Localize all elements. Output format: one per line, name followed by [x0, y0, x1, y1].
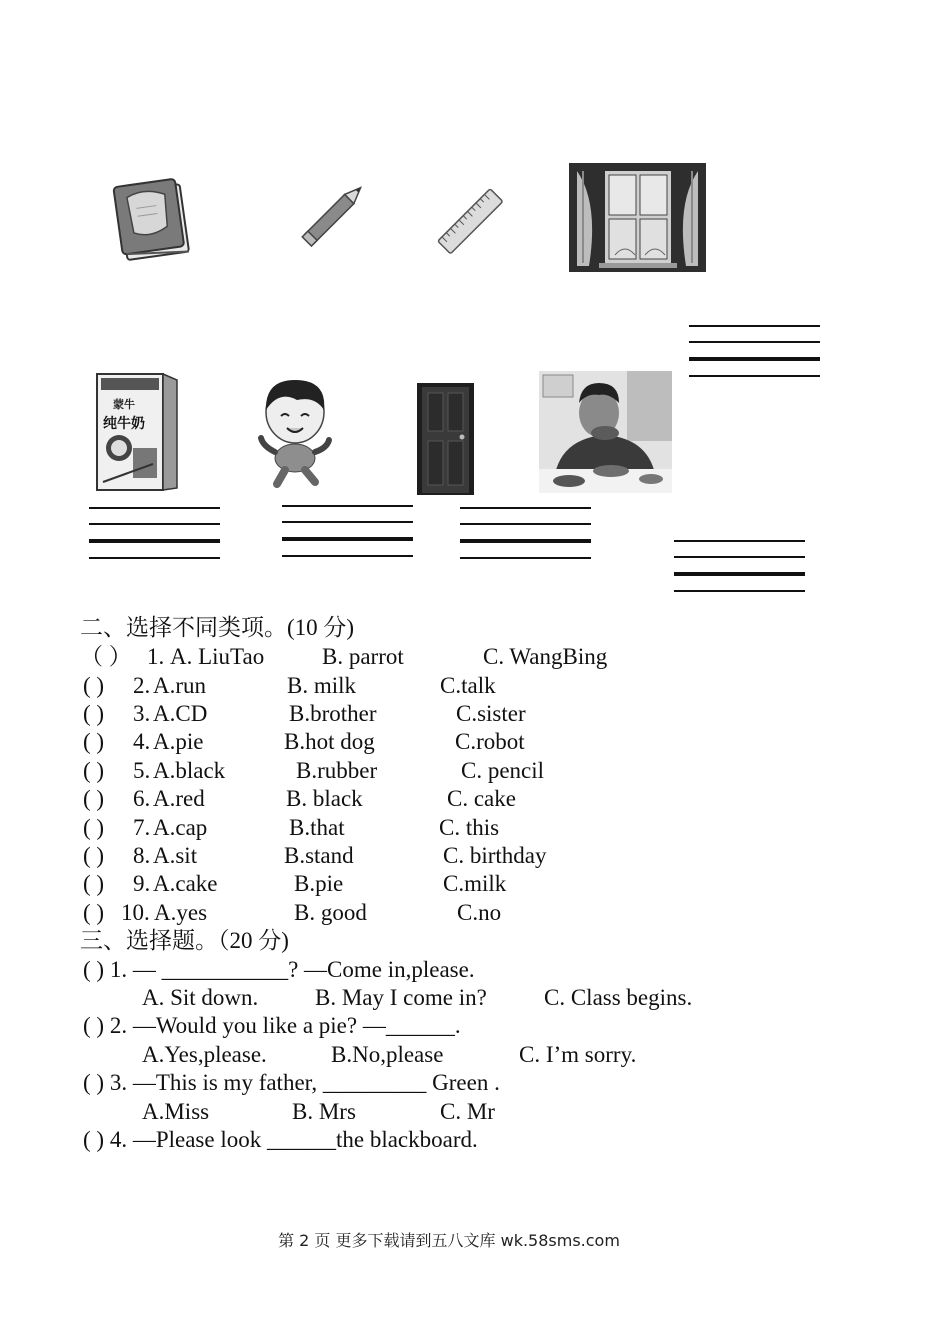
- answer-paren[interactable]: ( ): [83, 815, 105, 840]
- question-number: 2.: [133, 673, 151, 698]
- option-a: A. LiuTao: [170, 644, 265, 669]
- option-c: C. pencil: [461, 758, 545, 783]
- option-c[interactable]: C. I’m sorry.: [519, 1042, 637, 1067]
- answer-paren[interactable]: ( ): [83, 900, 105, 925]
- option-b[interactable]: B. May I come in?: [315, 985, 487, 1010]
- pencil-picture: [292, 182, 362, 267]
- option-a: A.black: [153, 758, 226, 783]
- ruler-picture: [436, 186, 506, 263]
- section3-title: 三、选择题。（20 分): [80, 928, 289, 953]
- writing-lines-5[interactable]: [674, 540, 805, 592]
- answer-paren[interactable]: ( ): [83, 871, 105, 896]
- milk-brand-text: 蒙牛: [113, 398, 135, 411]
- answer-paren[interactable]: ( ): [83, 758, 105, 783]
- option-c[interactable]: C. Class begins.: [544, 985, 693, 1010]
- question-number: 10.: [121, 900, 150, 925]
- writing-lines-1[interactable]: [689, 325, 820, 377]
- option-a[interactable]: A. Sit down.: [142, 985, 259, 1010]
- option-c: C.milk: [443, 871, 507, 896]
- milk-product-text: 纯牛奶: [103, 416, 145, 432]
- page-footer: 第 2 页 更多下载请到五八文库 wk.58sms.com: [278, 1231, 620, 1250]
- man-eating-picture: [539, 371, 672, 498]
- answer-paren[interactable]: ( ): [83, 786, 105, 811]
- option-a: A.sit: [153, 843, 198, 868]
- question-number: 9.: [133, 871, 151, 896]
- door-picture: [417, 383, 474, 500]
- option-c: C. this: [439, 815, 500, 840]
- option-a: A.red: [153, 786, 205, 811]
- option-b: B.rubber: [296, 758, 378, 783]
- option-a[interactable]: A.Yes,please.: [142, 1042, 267, 1067]
- answer-paren[interactable]: （ ）: [80, 644, 132, 669]
- option-b: B.hot dog: [284, 729, 375, 754]
- option-b: B. good: [294, 900, 367, 925]
- option-b: B.that: [289, 815, 345, 840]
- milk-box-picture: [93, 370, 205, 500]
- answer-paren[interactable]: ( ): [83, 673, 105, 698]
- option-b[interactable]: B.No,please: [331, 1042, 444, 1067]
- option-a: A.cake: [153, 871, 218, 896]
- option-a[interactable]: A.Miss: [142, 1099, 210, 1124]
- option-c: C. WangBing: [483, 644, 608, 669]
- question-number: 8.: [133, 843, 151, 868]
- option-b: B.pie: [294, 871, 344, 896]
- option-b: B.stand: [284, 843, 354, 868]
- book-picture: [108, 172, 200, 269]
- answer-paren[interactable]: ( ): [83, 843, 105, 868]
- option-b: B. parrot: [322, 644, 404, 669]
- answer-paren[interactable]: ( ): [83, 729, 105, 754]
- q3-4-stem: ( ) 4. —Please look ______the blackboard.: [83, 1127, 478, 1152]
- question-number: 1.: [147, 644, 165, 669]
- option-a: A.pie: [153, 729, 204, 754]
- option-c: C.sister: [456, 701, 526, 726]
- section2-title: 二、选择不同类项。(10 分): [80, 615, 355, 640]
- option-b: B. black: [286, 786, 363, 811]
- option-c: C.no: [457, 900, 502, 925]
- boy-picture: [257, 376, 333, 493]
- question-number: 7.: [133, 815, 151, 840]
- question-number: 3.: [133, 701, 151, 726]
- option-a: A.yes: [154, 900, 208, 925]
- writing-lines-3[interactable]: [282, 505, 413, 557]
- q3-3-stem: ( ) 3. —This is my father, _________ Green .: [83, 1070, 500, 1095]
- q3-2-stem: ( ) 2. —Would you like a pie? —______.: [83, 1013, 461, 1038]
- option-c: C.robot: [455, 729, 525, 754]
- question-number: 5.: [133, 758, 151, 783]
- window-picture: [569, 163, 706, 277]
- answer-paren[interactable]: ( ): [83, 701, 105, 726]
- option-a: A.run: [153, 673, 207, 698]
- option-b[interactable]: B. Mrs: [292, 1099, 356, 1124]
- question-number: 6.: [133, 786, 151, 811]
- option-b: B.brother: [289, 701, 377, 726]
- option-a: A.cap: [153, 815, 208, 840]
- question-number: 4.: [133, 729, 151, 754]
- writing-lines-2[interactable]: [89, 507, 220, 559]
- q3-1-stem: ( ) 1. — ___________? —Come in,please.: [83, 957, 475, 982]
- option-c: C. birthday: [443, 843, 547, 868]
- option-c: C. cake: [447, 786, 516, 811]
- writing-lines-4[interactable]: [460, 507, 591, 559]
- option-a: A.CD: [153, 701, 208, 726]
- option-b: B. milk: [287, 673, 357, 698]
- option-c: C.talk: [440, 673, 496, 698]
- option-c[interactable]: C. Mr: [440, 1099, 495, 1124]
